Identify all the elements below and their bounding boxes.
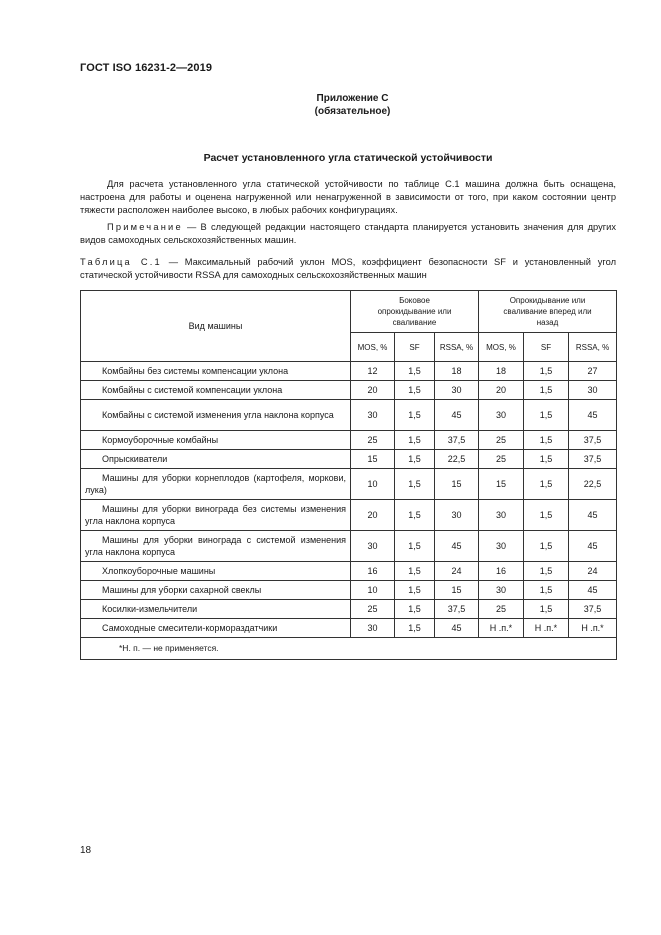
cell-mos-front: 25 — [479, 600, 524, 619]
table-row — [81, 531, 617, 562]
cell-rssa-front: 37,5 — [569, 431, 617, 450]
cell-mos-front: Н .п.* — [479, 619, 524, 638]
cell-sf-side: 1,5 — [395, 400, 435, 431]
note-label: Примечание — [107, 222, 183, 232]
cell-mos-side: 30 — [351, 531, 395, 562]
cell-mos-side: 20 — [351, 500, 395, 531]
cell-sf-side: 1,5 — [395, 531, 435, 562]
row-machine-name: Машины для уборки сахарной свеклы — [81, 581, 351, 600]
cell-rssa-side: 45 — [435, 531, 479, 562]
cell-rssa-side: 37,5 — [435, 600, 479, 619]
cell-rssa-side: 15 — [435, 469, 479, 500]
cell-rssa-front: Н .п.* — [569, 619, 617, 638]
page-number: 18 — [80, 845, 92, 856]
cell-sf-side: 1,5 — [395, 600, 435, 619]
cell-mos-front: 30 — [479, 531, 524, 562]
subheader-mos-side: MOS, % — [351, 333, 395, 362]
cell-mos-side: 30 — [351, 619, 395, 638]
cell-rssa-side: 18 — [435, 362, 479, 381]
table-row — [81, 562, 617, 581]
cell-mos-side: 16 — [351, 562, 395, 581]
note-paragraph — [80, 221, 616, 247]
cell-mos-side: 25 — [351, 431, 395, 450]
document-code: ГОСТ ISO 16231-2—2019 — [80, 62, 213, 74]
subheader-mos-front: MOS, % — [479, 333, 524, 362]
header-front-back-overturn: Опрокидывание или сваливание вперед или назад — [479, 291, 617, 333]
table-row — [81, 431, 617, 450]
cell-sf-front: 1,5 — [524, 431, 569, 450]
intro-paragraph: Для расчета установленного угла статической устойчивости по таблице С.1 машина должна быть оснащена, настроена для работы и оценена нагруженной или ненагруженной в зависимости от того, при каком состоянии центр тяжести расположен наиболее высоко, в любых рабочих конфигурациях. — [80, 179, 616, 215]
cell-sf-side: 1,5 — [395, 450, 435, 469]
table-row — [81, 469, 617, 500]
table-caption-label: Таблица С.1 — [80, 257, 162, 267]
table-row — [81, 619, 617, 638]
appendix-heading — [0, 92, 661, 118]
table-row — [81, 500, 617, 531]
cell-sf-side: 1,5 — [395, 469, 435, 500]
cell-mos-front: 16 — [479, 562, 524, 581]
row-machine-name: Машины для уборки винограда без системы изменения угла наклона корпуса — [81, 500, 351, 531]
cell-mos-side: 25 — [351, 600, 395, 619]
section-title: Расчет установленного угла статической устойчивости — [203, 152, 493, 164]
subheader-sf-front: SF — [524, 333, 569, 362]
cell-sf-side: 1,5 — [395, 431, 435, 450]
cell-mos-side: 12 — [351, 362, 395, 381]
row-machine-name: Комбайны без системы компенсации уклона — [81, 362, 351, 381]
cell-mos-front: 15 — [479, 469, 524, 500]
row-machine-name: Машины для уборки винограда с системой изменения угла наклона корпуса — [81, 531, 351, 562]
cell-rssa-front: 22,5 — [569, 469, 617, 500]
cell-rssa-front: 24 — [569, 562, 617, 581]
note-text: — В следующей редакции настоящего стандарта планируется установить значения для других видов самоходных сельскохозяйственных машин. — [80, 222, 616, 245]
cell-mos-front: 30 — [479, 581, 524, 600]
cell-rssa-front: 45 — [569, 581, 617, 600]
cell-rssa-front: 37,5 — [569, 450, 617, 469]
row-machine-name: Комбайны с системой компенсации уклона — [81, 381, 351, 400]
table-row — [81, 362, 617, 381]
cell-mos-front: 20 — [479, 381, 524, 400]
table-row — [81, 400, 617, 431]
table-caption-text: — Максимальный рабочий уклон MOS, коэффициент безопасности SF и установленный угол статической устойчивости RSSA для самоходных сельскохозяйственных машин — [80, 257, 616, 280]
cell-rssa-side: 30 — [435, 500, 479, 531]
cell-sf-side: 1,5 — [395, 581, 435, 600]
table-caption — [80, 256, 616, 282]
cell-rssa-front: 45 — [569, 500, 617, 531]
cell-sf-front: 1,5 — [524, 562, 569, 581]
row-machine-name: Самоходные смесители-кормораздатчики — [81, 619, 351, 638]
table-row — [81, 600, 617, 619]
appendix-status: (обязательное) — [314, 106, 391, 117]
subheader-rssa-side: RSSA, % — [435, 333, 479, 362]
cell-sf-front: 1,5 — [524, 400, 569, 431]
cell-mos-side: 10 — [351, 469, 395, 500]
cell-sf-front: 1,5 — [524, 362, 569, 381]
cell-rssa-side: 37,5 — [435, 431, 479, 450]
table-footnote: *Н. п. — не применяется. — [81, 638, 617, 660]
cell-rssa-side: 30 — [435, 381, 479, 400]
table-row — [81, 381, 617, 400]
table-row — [81, 581, 617, 600]
cell-sf-side: 1,5 — [395, 381, 435, 400]
cell-rssa-front: 30 — [569, 381, 617, 400]
cell-sf-front: 1,5 — [524, 531, 569, 562]
cell-rssa-side: 24 — [435, 562, 479, 581]
cell-sf-front: 1,5 — [524, 581, 569, 600]
cell-rssa-front: 45 — [569, 400, 617, 431]
cell-rssa-side: 45 — [435, 400, 479, 431]
cell-mos-front: 25 — [479, 431, 524, 450]
cell-sf-front: Н .п.* — [524, 619, 569, 638]
footnote-row — [81, 638, 617, 660]
cell-sf-side: 1,5 — [395, 500, 435, 531]
row-machine-name: Комбайны с системой изменения угла наклона корпуса — [81, 400, 351, 431]
cell-sf-front: 1,5 — [524, 500, 569, 531]
cell-rssa-side: 45 — [435, 619, 479, 638]
cell-sf-front: 1,5 — [524, 381, 569, 400]
row-machine-name: Машины для уборки корнеплодов (картофеля, моркови, лука) — [81, 469, 351, 500]
cell-mos-front: 30 — [479, 500, 524, 531]
cell-mos-side: 10 — [351, 581, 395, 600]
row-machine-name: Кормоуборочные комбайны — [81, 431, 351, 450]
cell-rssa-side: 22,5 — [435, 450, 479, 469]
header-side-overturn: Боковое опрокидывание или сваливание — [351, 291, 479, 333]
cell-rssa-side: 15 — [435, 581, 479, 600]
cell-rssa-front: 45 — [569, 531, 617, 562]
cell-rssa-front: 27 — [569, 362, 617, 381]
subheader-sf-side: SF — [395, 333, 435, 362]
row-machine-name: Косилки-измельчители — [81, 600, 351, 619]
cell-sf-front: 1,5 — [524, 450, 569, 469]
cell-rssa-front: 37,5 — [569, 600, 617, 619]
cell-sf-side: 1,5 — [395, 619, 435, 638]
cell-sf-front: 1,5 — [524, 469, 569, 500]
cell-mos-side: 15 — [351, 450, 395, 469]
cell-sf-side: 1,5 — [395, 562, 435, 581]
header-machine-type: Вид машины — [81, 291, 351, 362]
appendix-title: Приложение С — [316, 93, 389, 104]
row-machine-name: Хлопкоуборочные машины — [81, 562, 351, 581]
cell-mos-side: 30 — [351, 400, 395, 431]
table-row — [81, 450, 617, 469]
cell-sf-side: 1,5 — [395, 362, 435, 381]
cell-sf-front: 1,5 — [524, 600, 569, 619]
row-machine-name: Опрыскиватели — [81, 450, 351, 469]
cell-mos-front: 25 — [479, 450, 524, 469]
cell-mos-front: 30 — [479, 400, 524, 431]
cell-mos-front: 18 — [479, 362, 524, 381]
subheader-rssa-front: RSSA, % — [569, 333, 617, 362]
cell-mos-side: 20 — [351, 381, 395, 400]
stability-table — [80, 290, 617, 660]
